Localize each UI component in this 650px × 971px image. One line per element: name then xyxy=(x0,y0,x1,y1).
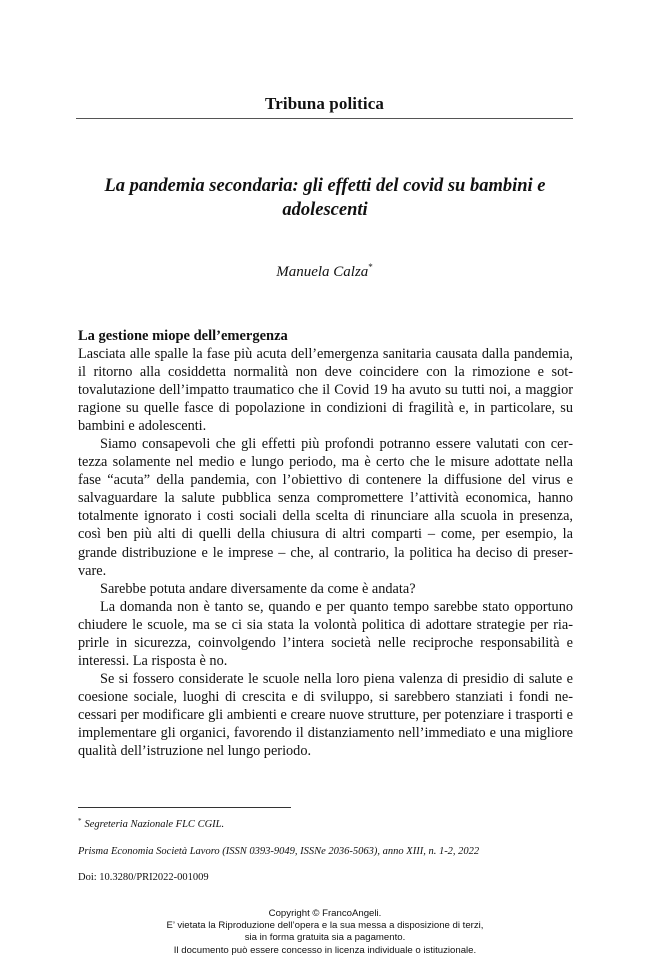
header-rule xyxy=(76,118,573,119)
copyright-line-2: E’ vietata la Riproduzione dell’opera e la sua messa a disposizione di terzi, xyxy=(166,920,484,932)
author-name: Manuela Calza xyxy=(276,264,369,280)
copyright-line-3: sia in forma gratuita sia a pagamento. xyxy=(244,932,406,944)
footnote-mark: * xyxy=(78,817,82,825)
copyright-line-1: Copyright © FrancoAngeli. xyxy=(268,908,382,919)
copyright-line-4: Il documento può essere concesso in licenza individuale o istituzionale. xyxy=(173,944,477,956)
section-heading: La gestione miope dell’emergenza xyxy=(78,328,288,344)
footnote xyxy=(78,817,224,830)
author-line xyxy=(76,262,573,281)
footnote-text: Segreteria Nazionale FLC CGIL. xyxy=(84,819,225,830)
running-header: Tribuna politica xyxy=(265,94,384,113)
footnote-rule xyxy=(78,807,291,808)
paragraph-4: La domanda non è tanto se, quando e per quanto tempo sarebbe stato opportuno chiudere le scuole, ma se ci sia stata la volontà politica di adottare strategie per riaprirle in sicurezza, coinvolgendo l’intera società nelle reciproche responsabilità e interessi. La risposta è no. xyxy=(78,598,573,669)
paragraph-3: Sarebbe potuta andare diversamente da come è andata? xyxy=(100,580,416,597)
article-title: La pandemia secondaria: gli effetti del covid su bambini e adolescenti xyxy=(104,176,546,220)
copyright-notice xyxy=(0,908,650,957)
doi: Doi: 10.3280/PRI2022-001009 xyxy=(78,872,209,883)
article-body xyxy=(78,345,573,760)
paragraph-5: Se si fossero considerate le scuole nella loro piena valenza di presidio di salute e coesione sociale, luoghi di crescita e di sviluppo, si sarebbero stanziati i fondi necessari per modificare gli ambienti e creare nuove strutture, per potenziare i trasporti e implementare gli organici, favorendo il distanziamento nell’immediato e una migliore qualità dell’istruzione nel lungo periodo. xyxy=(78,670,573,760)
paragraph-2: Siamo consapevoli che gli effetti più profondi potranno essere valutati con certezza solamente nel medio e lungo periodo, ma è certo che le misure adottate nella fase “acuta” della pandemia, con l’obiettivo di contenere la diffusione del virus e salvaguardare la salute pubblica senza compromettere l’attività economica, hanno totalmente ignorato i costi sociali della scelta di rinunciare alla scuola in presenza, così ben più alti di quelli della chiusura di altri comparti – come, per esempio, la grande distribuzione e le imprese – che, al contrario, la politica ha deciso di preservare. xyxy=(78,436,573,579)
paragraph-1: Lasciata alle spalle la fase più acuta dell’emergenza sanitaria causata dalla pandemia, il ritorno alla cosiddetta normalità non deve coincidere con la rimozione e sottovalutazione dell’impatto traumatico che il Covid 19 ha avuto su tutti noi, a maggior ragione su quelle fasce di popolazione in condizioni di fragilità e, in particolare, su bambini e adolescenti. xyxy=(78,346,573,435)
author-footnote-mark: * xyxy=(368,262,373,272)
journal-citation: Prisma Economia Società Lavoro (ISSN 0393-9049, ISSNe 2036-5063), anno XIII, n. 1-2, 2022 xyxy=(78,846,480,857)
